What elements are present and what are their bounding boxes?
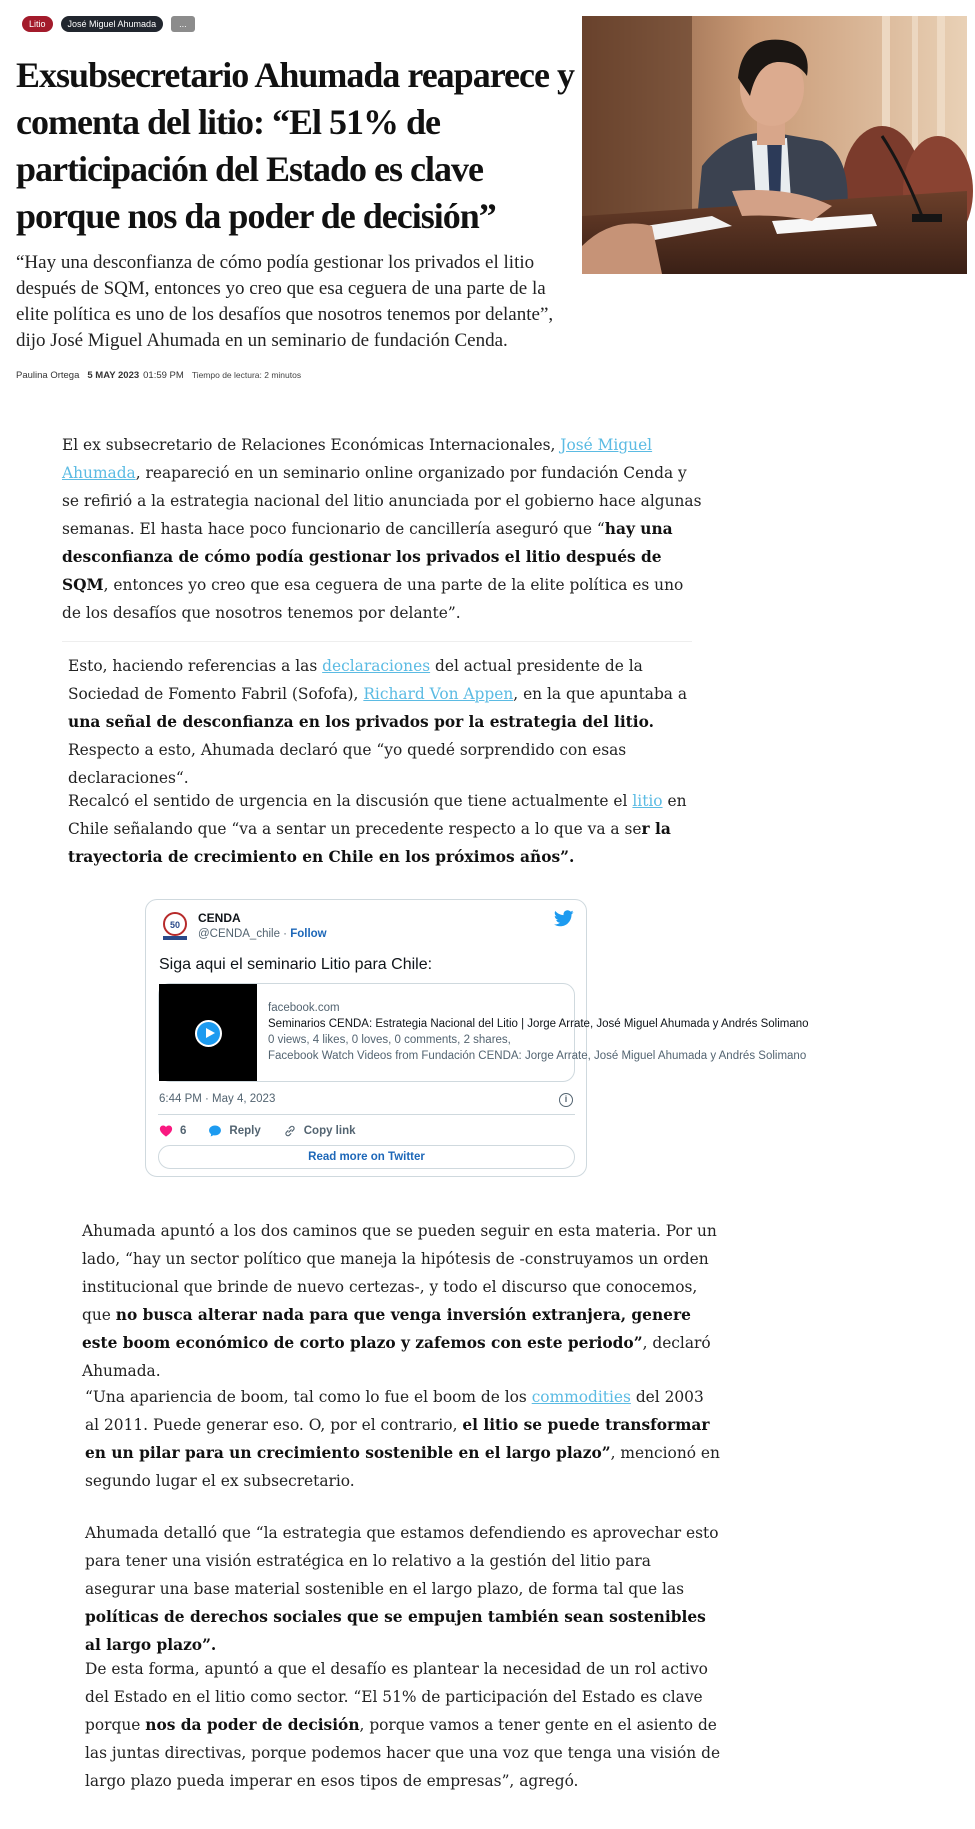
reading-time: Tiempo de lectura: 2 minutos <box>191 370 302 380</box>
tweet-text: Siga aqui el seminario Litio para Chile: <box>159 956 433 973</box>
body-text: , porque vamos a tener gente en el asiento de las juntas directivas, porque podemos hacer que una voz que tenga una visión de largo plazo pueda imperar en esos tipos de empresas”, agregó. <box>85 1716 721 1790</box>
byline <box>16 370 301 381</box>
video-thumbnail[interactable] <box>159 984 257 1081</box>
tweet-handle-sep: · <box>279 928 291 940</box>
body-text: De esta forma, apuntó a que el desafío es plantear la necesidad de un rol activo del Estado en el litio como sector. “El 51% de participación del Estado es clave porque <box>85 1660 708 1734</box>
bold-text: el litio se puede transformar en un pilar para un crecimiento sostenible en el largo plazo” <box>85 1416 710 1462</box>
tweet-card-stats: 0 views, 4 likes, 0 loves, 0 comments, 2 shares, <box>268 1034 511 1046</box>
tweet-author-handle <box>198 928 327 940</box>
inline-link[interactable]: declaraciones <box>322 657 431 675</box>
paragraph-3 <box>68 787 698 871</box>
tweet-follow-button[interactable]: Follow <box>290 928 327 940</box>
body-text: , entonces yo creo que esa ceguera de una parte de la elite política es uno de los desafíos que nosotros tenemos por delante”. <box>62 576 684 622</box>
like-button[interactable] <box>159 1124 186 1138</box>
inline-link[interactable]: litio <box>632 792 663 810</box>
tag-list <box>22 16 195 32</box>
bold-text: hay una desconfianza de cómo podía gestionar los privados el litio después de SQM <box>62 520 673 594</box>
read-more-on-twitter-button[interactable]: Read more on Twitter <box>158 1145 575 1169</box>
publish-date: 5 MAY 2023 <box>87 370 140 381</box>
cenda-avatar-icon[interactable] <box>160 911 190 941</box>
copy-link-label: Copy link <box>303 1125 356 1137</box>
body-text: , mencionó en segundo lugar el ex subsecretario. <box>85 1444 720 1490</box>
inline-link[interactable]: commodities <box>531 1388 631 1406</box>
twitter-bird-icon[interactable] <box>554 910 574 927</box>
inline-link[interactable]: Richard Von Appen <box>363 685 514 703</box>
body-text: en Chile señalando que “va a sentar un precedente respecto a lo que va a se <box>68 792 687 838</box>
tweet-card-domain: facebook.com <box>268 1002 340 1014</box>
copy-link-button[interactable] <box>283 1124 356 1138</box>
tag-jose-miguel-ahumada[interactable]: José Miguel Ahumada <box>61 16 164 32</box>
tag-more[interactable]: ... <box>171 16 195 32</box>
paragraph-4 <box>82 1217 722 1385</box>
inline-link[interactable]: José Miguel Ahumada <box>62 436 653 482</box>
publish-time: 01:59 PM <box>143 370 184 381</box>
body-text: del 2003 al 2011. Puede generar eso. O, por el contrario, <box>85 1388 704 1434</box>
body-text: Esto, haciendo referencias a las <box>68 657 323 675</box>
reply-button[interactable] <box>208 1124 260 1138</box>
tweet-card-title: Seminarios CENDA: Estrategia Nacional del Litio | Jorge Arrate, José Miguel Ahumada y Andrés Solimano <box>268 1018 809 1030</box>
paragraph-1 <box>62 431 702 627</box>
embedded-tweet[interactable] <box>145 899 809 1177</box>
article-header <box>0 0 975 400</box>
bold-text: políticas de derechos sociales que se empujen también sean sostenibles al largo plazo”. <box>85 1608 706 1654</box>
reply-label: Reply <box>229 1125 261 1137</box>
bold-text: nos da poder de decisión <box>145 1716 360 1734</box>
divider <box>62 641 692 642</box>
tweet-card-description: Facebook Watch Videos from Fundación CENDA: Jorge Arrate, José Miguel Ahumada y Andrés Solimano <box>268 1050 807 1062</box>
body-text: , reapareció en un seminario online organizado por fundación Cenda y se refirió a la estrategia nacional del litio anunciada por el gobierno hace algunas semanas. El hasta hace poco funcionario de cancillería aseguró que “ <box>62 464 702 538</box>
paragraph-2 <box>68 652 698 792</box>
tweet-author-name[interactable]: CENDA <box>198 911 241 925</box>
article-photo-illustration <box>582 16 967 274</box>
author-name[interactable]: Paulina Ortega <box>16 370 80 381</box>
tweet-divider <box>158 1114 575 1115</box>
article-subtitle: “Hay una desconfianza de cómo podía gestionar los privados el litio después de SQM, entonces yo creo que esa ceguera de una parte de la elite política es uno de los desafíos que nosotros tenemos por delante”, dijo José Miguel Ahumada en un seminario de fundación Cenda. <box>16 252 554 351</box>
svg-text:50: 50 <box>169 920 181 930</box>
tweet-timestamp[interactable]: 6:44 PM · May 4, 2023 <box>159 1093 276 1105</box>
body-text: , declaró Ahumada. <box>82 1334 711 1380</box>
bold-text: una señal de desconfianza en los privados por la estrategia del litio. <box>68 713 654 731</box>
reply-bubble-icon <box>208 1124 222 1138</box>
tweet-actions <box>159 1124 378 1138</box>
body-text: Ahumada detalló que “la estrategia que estamos defendiendo es aprovechar esto para tener una visión estratégica en lo relativo a la gestión del litio para asegurar una base material sostenible en el largo plazo, de forma tal que las <box>85 1524 719 1598</box>
body-text: El ex subsecretario de Relaciones Económicas Internacionales, <box>62 436 561 454</box>
paragraph-6 <box>85 1519 720 1659</box>
link-icon <box>283 1124 297 1138</box>
like-count: 6 <box>180 1125 187 1137</box>
paragraph-5 <box>85 1383 720 1495</box>
info-icon[interactable]: i <box>559 1093 573 1107</box>
paragraph-7 <box>85 1655 725 1795</box>
play-icon[interactable] <box>195 1020 222 1047</box>
article-headline: Exsubsecretario Ahumada reaparece y comenta del litio: “El 51% de participación del Estado es clave porque nos da poder de decisión” <box>16 55 574 236</box>
article-photo <box>582 16 967 274</box>
body-text: , en la que apuntaba a <box>513 685 688 703</box>
body-text: Recalcó el sentido de urgencia en la discusión que tiene actualmente el <box>68 792 633 810</box>
bold-text: no busca alterar nada para que venga inversión extranjera, genere este boom económico de corto plazo y zafemos con este periodo” <box>82 1306 691 1352</box>
body-text: “Una apariencia de boom, tal como lo fue el boom de los <box>85 1388 532 1406</box>
body-text: Ahumada apuntó a los dos caminos que se pueden seguir en esta materia. Por un lado, “hay un sector político que maneja la hipótesis de -construyamos un orden institucional que brinde de nuevo certezas-, y todo el discurso que conocemos, que <box>82 1222 717 1324</box>
tweet-handle-text[interactable]: @CENDA_chile <box>198 928 280 940</box>
body-text: del actual presidente de la Sociedad de Fomento Fabril (Sofofa), <box>68 657 643 703</box>
tag-litio[interactable]: Litio <box>22 16 53 32</box>
tweet-card-details <box>268 1000 809 1064</box>
bold-text: r la trayectoria de crecimiento en Chile en los próximos años”. <box>68 820 671 866</box>
body-text: Respecto a esto, Ahumada declaró que “yo quedé sorprendido con esas declaraciones“. <box>68 741 627 787</box>
heart-icon <box>159 1124 173 1138</box>
tweet-link-card[interactable] <box>158 983 809 1082</box>
